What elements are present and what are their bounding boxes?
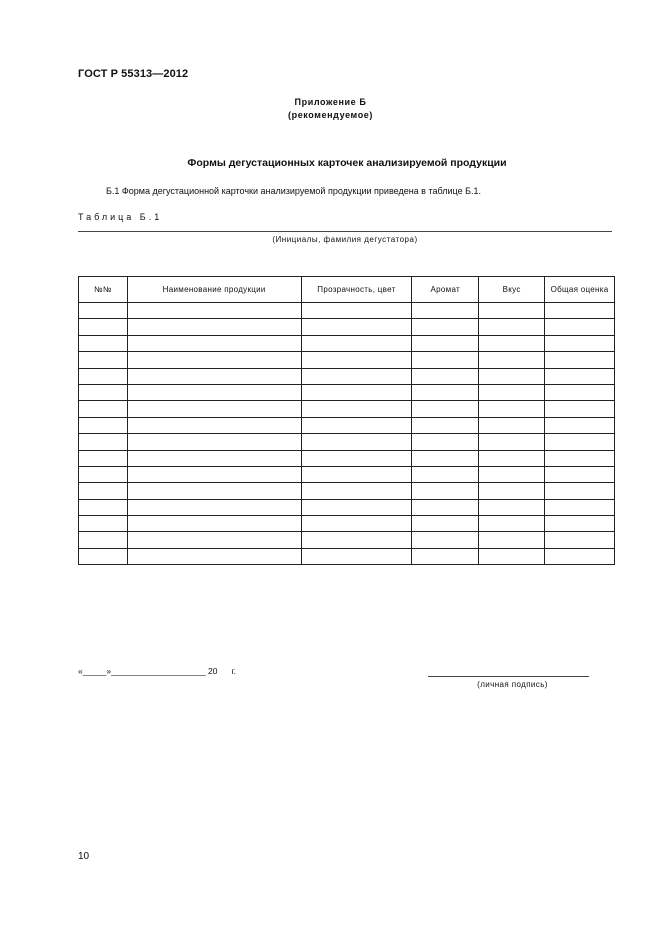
table-cell [127, 352, 301, 368]
table-cell [412, 417, 479, 433]
table-cell [545, 466, 615, 482]
table-cell [127, 401, 301, 417]
signature-line [428, 676, 589, 677]
table-cell [479, 450, 545, 466]
table-cell [479, 303, 545, 319]
table-cell [127, 434, 301, 450]
table-cell [545, 335, 615, 351]
table-cell [479, 532, 545, 548]
table-cell [412, 401, 479, 417]
col-header-aroma: Аромат [412, 277, 479, 303]
col-header-clarity-color: Прозрачность, цвет [301, 277, 412, 303]
table-cell [545, 368, 615, 384]
table-cell [301, 417, 412, 433]
table-cell [301, 401, 412, 417]
table-cell [79, 335, 128, 351]
table-cell [127, 548, 301, 564]
table-cell [412, 548, 479, 564]
table-cell [301, 516, 412, 532]
table-row [79, 466, 615, 482]
table-row [79, 335, 615, 351]
table-cell [301, 466, 412, 482]
table-cell [127, 335, 301, 351]
col-header-taste: Вкус [479, 277, 545, 303]
table-cell [301, 335, 412, 351]
table-cell [79, 548, 128, 564]
table-cell [479, 401, 545, 417]
table-cell [479, 368, 545, 384]
table-cell [412, 450, 479, 466]
table-cell [79, 352, 128, 368]
table-cell [479, 483, 545, 499]
table-row [79, 352, 615, 368]
page-number: 10 [78, 851, 90, 862]
table-cell [127, 417, 301, 433]
table-cell [301, 368, 412, 384]
table-cell [545, 499, 615, 515]
table-cell [127, 384, 301, 400]
table-cell [301, 434, 412, 450]
table-cell [545, 548, 615, 564]
col-header-product-name: Наименование продукции [127, 277, 301, 303]
section-heading: Формы дегустационных карточек анализируемой продукции [187, 157, 507, 169]
col-header-number: №№ [79, 277, 128, 303]
table-cell [127, 483, 301, 499]
table-cell [79, 384, 128, 400]
intro-paragraph: Б.1 Форма дегустационной карточки анализируемой продукции приведена в таблице Б.1. [106, 186, 481, 196]
table-cell [545, 384, 615, 400]
table-row [79, 499, 615, 515]
table-cell [127, 499, 301, 515]
table-cell [127, 532, 301, 548]
table-cell [479, 319, 545, 335]
table-cell [545, 417, 615, 433]
table-cell [79, 499, 128, 515]
table-cell [412, 352, 479, 368]
table-cell [412, 319, 479, 335]
table-cell [79, 466, 128, 482]
table-cell [127, 450, 301, 466]
table-cell [79, 532, 128, 548]
table-cell [79, 516, 128, 532]
table-row [79, 368, 615, 384]
table-cell [301, 548, 412, 564]
table-cell [412, 335, 479, 351]
table-cell [412, 483, 479, 499]
table-row [79, 384, 615, 400]
table-cell [479, 434, 545, 450]
table-cell [545, 483, 615, 499]
tasting-card-table [78, 276, 615, 565]
standard-designation: ГОСТ Р 55313—2012 [78, 68, 189, 80]
table-row [79, 450, 615, 466]
table-cell [301, 483, 412, 499]
table-row [79, 303, 615, 319]
table-cell [79, 319, 128, 335]
table-body [79, 303, 615, 565]
table-cell [545, 319, 615, 335]
date-line: «_____»____________________ 20 г. [78, 666, 237, 676]
table-cell [127, 516, 301, 532]
annex-status: (рекомендуемое) [288, 110, 373, 120]
table-cell [79, 417, 128, 433]
table-cell [479, 384, 545, 400]
signature-label: (личная подпись) [477, 680, 548, 689]
table-row [79, 532, 615, 548]
table-cell [79, 434, 128, 450]
table-cell [127, 466, 301, 482]
table-row [79, 516, 615, 532]
table-cell [545, 303, 615, 319]
table-cell [301, 303, 412, 319]
table-cell [412, 516, 479, 532]
table-cell [412, 499, 479, 515]
table-cell [479, 499, 545, 515]
table-cell [412, 368, 479, 384]
table-cell [301, 450, 412, 466]
table-caption: Таблица Б.1 [78, 212, 163, 222]
table-cell [301, 319, 412, 335]
table-row [79, 434, 615, 450]
table-cell [79, 401, 128, 417]
table-row [79, 401, 615, 417]
table-cell [479, 417, 545, 433]
table-cell [545, 434, 615, 450]
table-row [79, 548, 615, 564]
table-cell [79, 450, 128, 466]
table-cell [301, 384, 412, 400]
taster-name-line [78, 231, 612, 232]
table-cell [127, 303, 301, 319]
table-cell [479, 548, 545, 564]
table-cell [479, 516, 545, 532]
table-cell [127, 368, 301, 384]
table-cell [545, 401, 615, 417]
table-cell [127, 319, 301, 335]
table-header-row [79, 277, 615, 303]
table-cell [545, 450, 615, 466]
table-row [79, 483, 615, 499]
table-cell [545, 532, 615, 548]
table-cell [479, 335, 545, 351]
table-cell [412, 434, 479, 450]
table-cell [301, 532, 412, 548]
annex-title: Приложение Б [294, 97, 367, 107]
table-cell [412, 466, 479, 482]
table-cell [79, 303, 128, 319]
table-cell [412, 303, 479, 319]
table-cell [301, 352, 412, 368]
taster-name-label: (Инициалы, фамилия дегустатора) [272, 235, 418, 244]
table-cell [79, 368, 128, 384]
table-cell [79, 483, 128, 499]
table-cell [479, 466, 545, 482]
table-cell [301, 499, 412, 515]
table-cell [479, 352, 545, 368]
table-cell [545, 352, 615, 368]
table-cell [412, 384, 479, 400]
table-cell [545, 516, 615, 532]
table-row [79, 319, 615, 335]
col-header-overall-score: Общая оценка [545, 277, 615, 303]
table-row [79, 417, 615, 433]
table-cell [412, 532, 479, 548]
